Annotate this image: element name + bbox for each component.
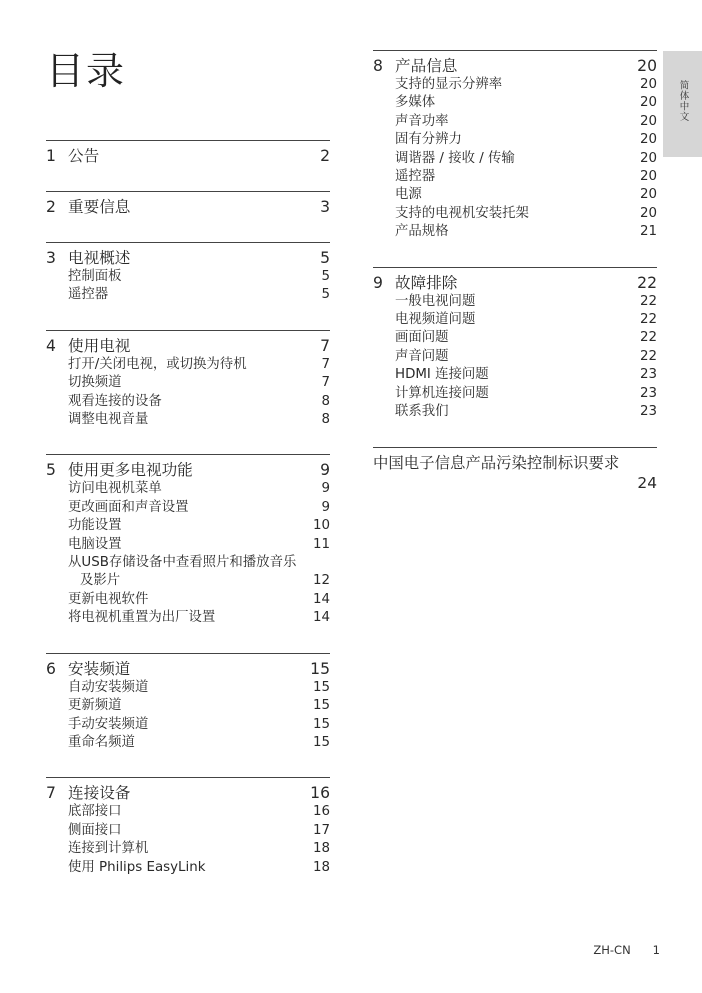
toc-entry-label: 支持的电视机安装托架 [395, 205, 529, 221]
toc-entry-page: 20 [639, 113, 657, 129]
toc-entry-label: 电脑设置 [68, 536, 122, 552]
toc-entry-label: 将电视机重置为出厂设置 [68, 610, 216, 626]
toc-entry-row[interactable] [46, 609, 330, 627]
toc-section [46, 777, 330, 877]
toc-entry-label: 画面问题 [395, 330, 449, 346]
toc-entry-page: 15 [312, 716, 330, 732]
toc-entry-label: 多媒体 [395, 95, 436, 111]
toc-entry-row[interactable] [46, 803, 330, 821]
toc-entry-label: 联系我们 [395, 404, 449, 420]
toc-section [373, 50, 657, 242]
toc-entry-row[interactable] [46, 356, 330, 374]
toc-chapter-number: 6 [46, 659, 56, 678]
toc-entry-row[interactable] [46, 591, 330, 609]
toc-entry-label: 更新频道 [68, 698, 122, 714]
toc-chapter-title: 使用更多电视功能 [68, 461, 193, 480]
toc-chapter-title: 公告 [68, 147, 100, 165]
toc-chapter-row[interactable] [373, 56, 657, 76]
toc-section [46, 653, 330, 753]
toc-chapter-row[interactable] [46, 197, 330, 217]
toc-chapter-title: 重要信息 [68, 198, 131, 216]
toc-special-title: 中国电子信息产品污染控制标识要求 [373, 453, 620, 472]
toc-entry-label: 功能设置 [68, 518, 122, 534]
toc-entry-row[interactable] [373, 329, 657, 347]
toc-entry-label: 控制面板 [68, 269, 122, 284]
toc-chapter-number: 2 [46, 198, 56, 216]
toc-entry-page: 10 [312, 518, 330, 534]
toc-entry-page: 20 [639, 132, 657, 148]
toc-chapter-title: 安装频道 [68, 659, 131, 678]
toc-chapter-row[interactable] [46, 460, 330, 480]
toc-entry-row[interactable] [46, 572, 330, 590]
toc-chapter-page: 9 [320, 461, 330, 480]
toc-entry-row[interactable] [46, 480, 330, 498]
toc-entry-page: 5 [321, 269, 330, 284]
toc-chapter-page: 3 [320, 198, 330, 216]
toc-entry-label: 调整电视音量 [68, 412, 149, 428]
toc-entry-row[interactable] [373, 348, 657, 366]
toc-entry-row[interactable] [46, 393, 330, 411]
toc-entry-row[interactable] [46, 697, 330, 715]
footer-page-number: 1 [652, 943, 660, 957]
toc-entry-row[interactable] [373, 223, 657, 241]
toc-entry-page: 7 [321, 356, 330, 372]
toc-entry-page: 15 [312, 679, 330, 695]
toc-entry-label: 遥控器 [68, 287, 109, 303]
toc-entry-row[interactable] [373, 168, 657, 186]
toc-entry-label: 计算机连接问题 [395, 385, 489, 401]
toc-entry-label: 手动安装频道 [68, 716, 149, 732]
toc-entry-page: 15 [312, 734, 330, 750]
toc-special-page: 24 [637, 473, 657, 492]
toc-chapter-page: 5 [320, 249, 330, 267]
toc-entry-row[interactable] [46, 822, 330, 840]
toc-entry-label: 连接到计算机 [68, 841, 149, 857]
toc-entry-row[interactable] [46, 499, 330, 517]
toc-entry-row[interactable] [46, 268, 330, 286]
toc-chapter-page: 20 [637, 57, 657, 75]
toc-entry-page: 20 [639, 187, 657, 203]
toc-entry-row[interactable] [373, 76, 657, 94]
toc-section [46, 242, 330, 305]
toc-entry-label: 使用 Philips EasyLink [68, 859, 206, 875]
toc-section [46, 330, 330, 430]
toc-entry-page: 8 [321, 393, 330, 409]
toc-entry-page: 20 [639, 205, 657, 221]
toc-entry-page: 14 [312, 610, 330, 626]
toc-entry-label: 切换频道 [68, 375, 122, 391]
toc-entry-label: 支持的显示分辨率 [395, 77, 503, 92]
toc-chapter-number: 7 [46, 784, 56, 803]
toc-entry-row[interactable] [373, 385, 657, 403]
toc-entry-page: 20 [639, 77, 657, 92]
toc-entry-row[interactable] [373, 150, 657, 168]
toc-chapter-number: 5 [46, 461, 56, 480]
page-title: 目录 [46, 49, 127, 93]
toc-entry-row[interactable] [46, 716, 330, 734]
toc-entry-row[interactable] [373, 293, 657, 311]
toc-entry-label: 及影片 [80, 573, 121, 589]
toc-chapter-page: 22 [637, 273, 657, 292]
toc-entry-row[interactable] [373, 186, 657, 204]
toc-entry-page: 22 [639, 312, 657, 328]
toc-chapter-number: 9 [373, 273, 383, 292]
toc-chapter-row[interactable] [373, 273, 657, 293]
toc-chapter-page: 2 [320, 147, 330, 165]
toc-entry-label: 固有分辨力 [395, 132, 462, 148]
toc-chapter-row[interactable] [46, 248, 330, 268]
toc-entry-page: 5 [321, 287, 330, 303]
toc-entry-page: 14 [312, 591, 330, 607]
toc-section [46, 191, 330, 217]
toc-entry-label: 一般电视问题 [395, 293, 476, 309]
toc-entry-page: 12 [312, 573, 330, 589]
toc-chapter-row[interactable] [46, 336, 330, 356]
toc-entry-row[interactable] [373, 205, 657, 223]
toc-entry-label: 更改画面和声音设置 [68, 499, 189, 515]
toc-entry-label: 产品规格 [395, 224, 449, 240]
toc-entry-page: 9 [321, 481, 330, 497]
toc-chapter-page: 16 [310, 784, 330, 803]
toc-left-column [46, 140, 330, 902]
toc-entry-page: 20 [639, 150, 657, 166]
toc-entry-page: 22 [639, 330, 657, 346]
toc-entry-label: 电视频道问题 [395, 312, 476, 328]
toc-entry-label: 侧面接口 [68, 822, 122, 838]
toc-entry-row[interactable] [373, 366, 657, 384]
toc-entry-page: 9 [321, 499, 330, 515]
toc-chapter-row[interactable] [46, 146, 330, 166]
toc-entry-row[interactable] [46, 679, 330, 697]
toc-chapter-page: 7 [320, 336, 330, 355]
toc-entry-page: 22 [639, 293, 657, 309]
toc-entry-page: 16 [312, 804, 330, 820]
toc-entry-label: 遥控器 [395, 169, 436, 185]
toc-entry-row[interactable] [373, 311, 657, 329]
toc-entry-row[interactable] [46, 734, 330, 752]
toc-entry-row[interactable] [46, 286, 330, 304]
toc-entry-label: 更新电视软件 [68, 591, 149, 607]
toc-entry-label: 打开/关闭电视，或切换为待机 [68, 356, 247, 372]
toc-chapter-title: 连接设备 [68, 784, 131, 803]
toc-chapter-title: 产品信息 [395, 57, 458, 75]
language-side-tab [663, 51, 702, 157]
toc-entry-row[interactable] [373, 131, 657, 149]
toc-section [46, 454, 330, 627]
toc-entry-label: 访问电视机菜单 [68, 481, 162, 497]
toc-entry-label: 从USB存储设备中查看照片和播放音乐 [68, 555, 297, 571]
toc-entry-label: 调谐器 / 接收 / 传输 [395, 150, 515, 166]
toc-entry-row[interactable] [46, 517, 330, 535]
toc-entry-row[interactable] [46, 374, 330, 392]
toc-entry-row[interactable] [373, 94, 657, 112]
toc-entry-label: 重命名频道 [68, 734, 135, 750]
toc-entry-row[interactable] [46, 840, 330, 858]
toc-chapter-number: 8 [373, 57, 383, 75]
toc-entry-page: 8 [321, 412, 330, 428]
toc-entry-row[interactable] [46, 411, 330, 429]
toc-chapter-number: 4 [46, 336, 56, 355]
toc-chapter-row[interactable] [46, 659, 330, 679]
toc-entry-page: 18 [312, 841, 330, 857]
toc-entry-label: 自动安装频道 [68, 679, 149, 695]
toc-entry-row[interactable] [373, 403, 657, 421]
toc-entry-page: 17 [312, 822, 330, 838]
toc-chapter-page: 15 [310, 659, 330, 678]
toc-section [46, 140, 330, 166]
toc-entry-page: 20 [639, 95, 657, 111]
toc-entry-row[interactable] [46, 536, 330, 554]
toc-entry-page: 21 [639, 224, 657, 240]
toc-right-column [373, 50, 657, 493]
toc-chapter-number: 3 [46, 249, 56, 267]
toc-chapter-title: 使用电视 [68, 336, 131, 355]
toc-section-special[interactable] [373, 447, 657, 493]
toc-entry-row[interactable] [46, 859, 330, 877]
toc-chapter-row[interactable] [46, 783, 330, 803]
toc-entry-page: 18 [312, 859, 330, 875]
toc-entry-page: 15 [312, 698, 330, 714]
toc-entry-label: 声音问题 [395, 348, 449, 364]
toc-entry-page: 11 [312, 536, 330, 552]
toc-entry-page: 23 [639, 367, 657, 383]
toc-entry-page: 23 [639, 385, 657, 401]
toc-entry-row[interactable] [46, 554, 330, 572]
page-footer [560, 943, 660, 957]
toc-section [373, 267, 657, 422]
toc-entry-page: 20 [639, 169, 657, 185]
toc-entry-label: 声音功率 [395, 113, 449, 129]
toc-entry-page: 7 [321, 375, 330, 391]
toc-entry-row[interactable] [373, 113, 657, 131]
toc-chapter-number: 1 [46, 147, 56, 165]
footer-language: ZH-CN [593, 943, 631, 957]
toc-chapter-title: 故障排除 [395, 273, 458, 292]
toc-right-sections [373, 50, 657, 422]
toc-entry-label: 底部接口 [68, 804, 122, 820]
toc-entry-label: 观看连接的设备 [68, 393, 162, 409]
language-side-tab-label: 简体中文 [677, 80, 689, 122]
toc-chapter-title: 电视概述 [68, 249, 131, 267]
toc-entry-page: 22 [639, 348, 657, 364]
toc-entry-label: 电源 [395, 187, 422, 203]
toc-entry-label: HDMI 连接问题 [395, 367, 489, 383]
toc-entry-page: 23 [639, 404, 657, 420]
